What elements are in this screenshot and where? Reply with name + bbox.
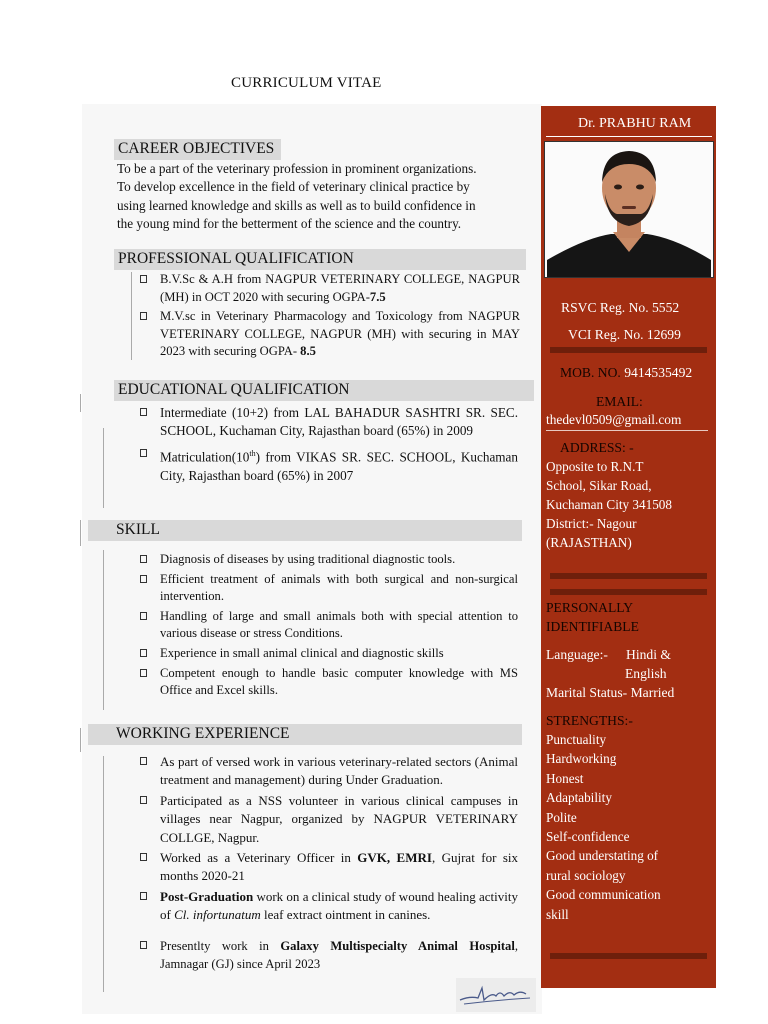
checkbox-bullet-icon (140, 612, 147, 620)
personal-heading: PERSONALLY IDENTIFIABLE (546, 600, 639, 634)
document-title: CURRICULUM VITAE (231, 75, 382, 91)
list-item: Worked as a Veterinary Officer in GVK, EMRI, Gujrat for six months 2020-21 (140, 849, 518, 886)
divider-bar (550, 347, 707, 353)
strength-item: Polite (546, 809, 577, 825)
list-item: Diagnosis of diseases by using traditional diagnostic tools. (140, 551, 518, 569)
email-link[interactable]: thedevl0509@gmail.com (546, 410, 708, 431)
divider-bar (550, 953, 707, 959)
career-objective-line: the young mind for the betterment of the science and the country. (117, 215, 462, 231)
language-label: Language:- (546, 647, 608, 662)
checkbox-bullet-icon (140, 669, 147, 677)
marital-status: Marital Status- Married (546, 685, 675, 700)
address-line: Kuchaman City 341508 (546, 497, 672, 512)
margin-line (80, 520, 81, 546)
mobile-number (560, 363, 692, 383)
signature-image (456, 978, 536, 1012)
language-value-2: English (625, 666, 667, 681)
checkbox-bullet-icon (140, 312, 147, 320)
checkbox-bullet-icon (140, 796, 147, 804)
margin-line (103, 550, 104, 710)
margin-line (80, 728, 81, 752)
address-line: (RAJASTHAN) (546, 535, 632, 550)
checkbox-bullet-icon (140, 408, 147, 416)
rsvc-registration: RSVC Reg. No. 5552 (561, 300, 680, 315)
address-line: School, Sikar Road, (546, 478, 652, 493)
professional-qualification-heading: PROFESSIONAL QUALIFICATION (114, 249, 526, 270)
candidate-name: Dr. PRABHU RAM (578, 116, 692, 131)
address-line: Opposite to R.N.T (546, 459, 644, 474)
divider-bar (550, 589, 707, 595)
checkbox-bullet-icon (140, 892, 147, 900)
checkbox-bullet-icon (140, 757, 147, 765)
educational-qualification-heading: EDUCATIONAL QUALIFICATION (114, 380, 534, 401)
vci-registration: VCI Reg. No. 12699 (568, 327, 681, 342)
margin-line (103, 756, 104, 992)
career-objective-line: To be a part of the veterinary profession in prominent organizations. (117, 161, 477, 176)
checkbox-bullet-icon (140, 449, 147, 457)
checkbox-bullet-icon (140, 941, 147, 949)
mobile-label: MOB. NO. (560, 365, 621, 380)
list-item: Handling of large and small animals both with special attention to various disease or stress Conditions. (140, 608, 518, 643)
strength-item: skill (546, 906, 569, 922)
checkbox-bullet-icon (140, 275, 147, 283)
list-item: Competent enough to handle basic computer knowledge with MS Office and Excel skills. (140, 665, 518, 700)
list-item: Intermediate (10+2) from LAL BAHADUR SASHTRI SR. SEC. SCHOOL, Kuchaman City, Rajasthan board (65%) in 2009 (140, 404, 518, 441)
person-portrait-icon (545, 142, 713, 277)
working-experience-heading: WORKING EXPERIENCE (88, 724, 522, 745)
profile-photo (544, 141, 714, 278)
mobile-value: 9414535492 (624, 365, 693, 380)
checkbox-bullet-icon (140, 853, 147, 861)
skill-heading: SKILL (88, 520, 522, 541)
strength-item: Good understating of (546, 848, 659, 864)
address-block (546, 457, 672, 552)
strength-item: Punctuality (546, 732, 607, 747)
strength-item: Honest (546, 770, 584, 786)
list-item: Efficient treatment of animals with both surgical and non-surgical intervention. (140, 571, 518, 606)
strengths-list (546, 730, 661, 924)
list-item: Post-Graduation work on a clinical study of wound healing activity of Cl. infortunatum leaf extract ointment in canines. (140, 888, 518, 925)
list-item: Participated as a NSS volunteer in various clinical campuses in villages near Nagpur, organized by NAGPUR VETERINARY COLLGE, Nagpur. (140, 792, 518, 847)
address-line: District:- Nagour (546, 516, 637, 531)
checkbox-bullet-icon (140, 555, 147, 563)
strength-item: Good communication (546, 887, 661, 903)
strengths-heading: STRENGTHS:- (546, 713, 633, 728)
career-objectives-heading: CAREER OBJECTIVES (114, 139, 281, 160)
skill-list (140, 551, 518, 702)
career-objective-line: using learned knowledge and skills as well as to build confidence in (117, 197, 476, 213)
educational-qualification-list (140, 404, 518, 487)
margin-line (131, 272, 132, 360)
list-item: Matriculation(10th) from VIKAS SR. SEC. SCHOOL, Kuchaman City, Rajasthan board (65%) in 2007 (140, 445, 518, 485)
list-item: M.V.sc in Veterinary Pharmacology and Toxicology from NAGPUR VETERINARY COLLEGE, NAGPUR (MH) with securing in MAY 2023 with securing OGPA- 8.5 (140, 308, 520, 361)
list-item: Experience in small animal clinical and diagnostic skills (140, 645, 518, 663)
professional-qualification-list (140, 271, 520, 363)
list-item: As part of versed work in various veterinary-related sectors (Animal treatment and management) during Under Graduation. (140, 753, 518, 790)
career-objective-line: To develop excellence in the field of veterinary clinical practice by (117, 179, 470, 195)
address-label: ADDRESS: - (560, 440, 634, 455)
list-item: Presentlty work in Galaxy Multispecialty Animal Hospital, Jamnagar (GJ) since April 2023 (140, 937, 518, 974)
strength-item: Adaptability (546, 790, 612, 806)
career-objectives-text (117, 160, 519, 233)
strength-item: Self-confidence (546, 829, 630, 845)
checkbox-bullet-icon (140, 649, 147, 657)
checkbox-bullet-icon (140, 575, 147, 583)
list-item: B.V.Sc & A.H from NAGPUR VETERINARY COLLEGE, NAGPUR (MH) in OCT 2020 with securing OGPA-7.5 (140, 271, 520, 306)
margin-line (80, 394, 81, 412)
strength-item: rural sociology (546, 867, 626, 883)
divider-bar (550, 573, 707, 579)
signature-icon (456, 978, 536, 1012)
working-experience-list (140, 753, 518, 975)
strength-item: Hardworking (546, 751, 617, 767)
margin-line (103, 428, 104, 508)
email-label: EMAIL: (596, 394, 643, 409)
language-value-1: Hindi & (626, 647, 671, 662)
